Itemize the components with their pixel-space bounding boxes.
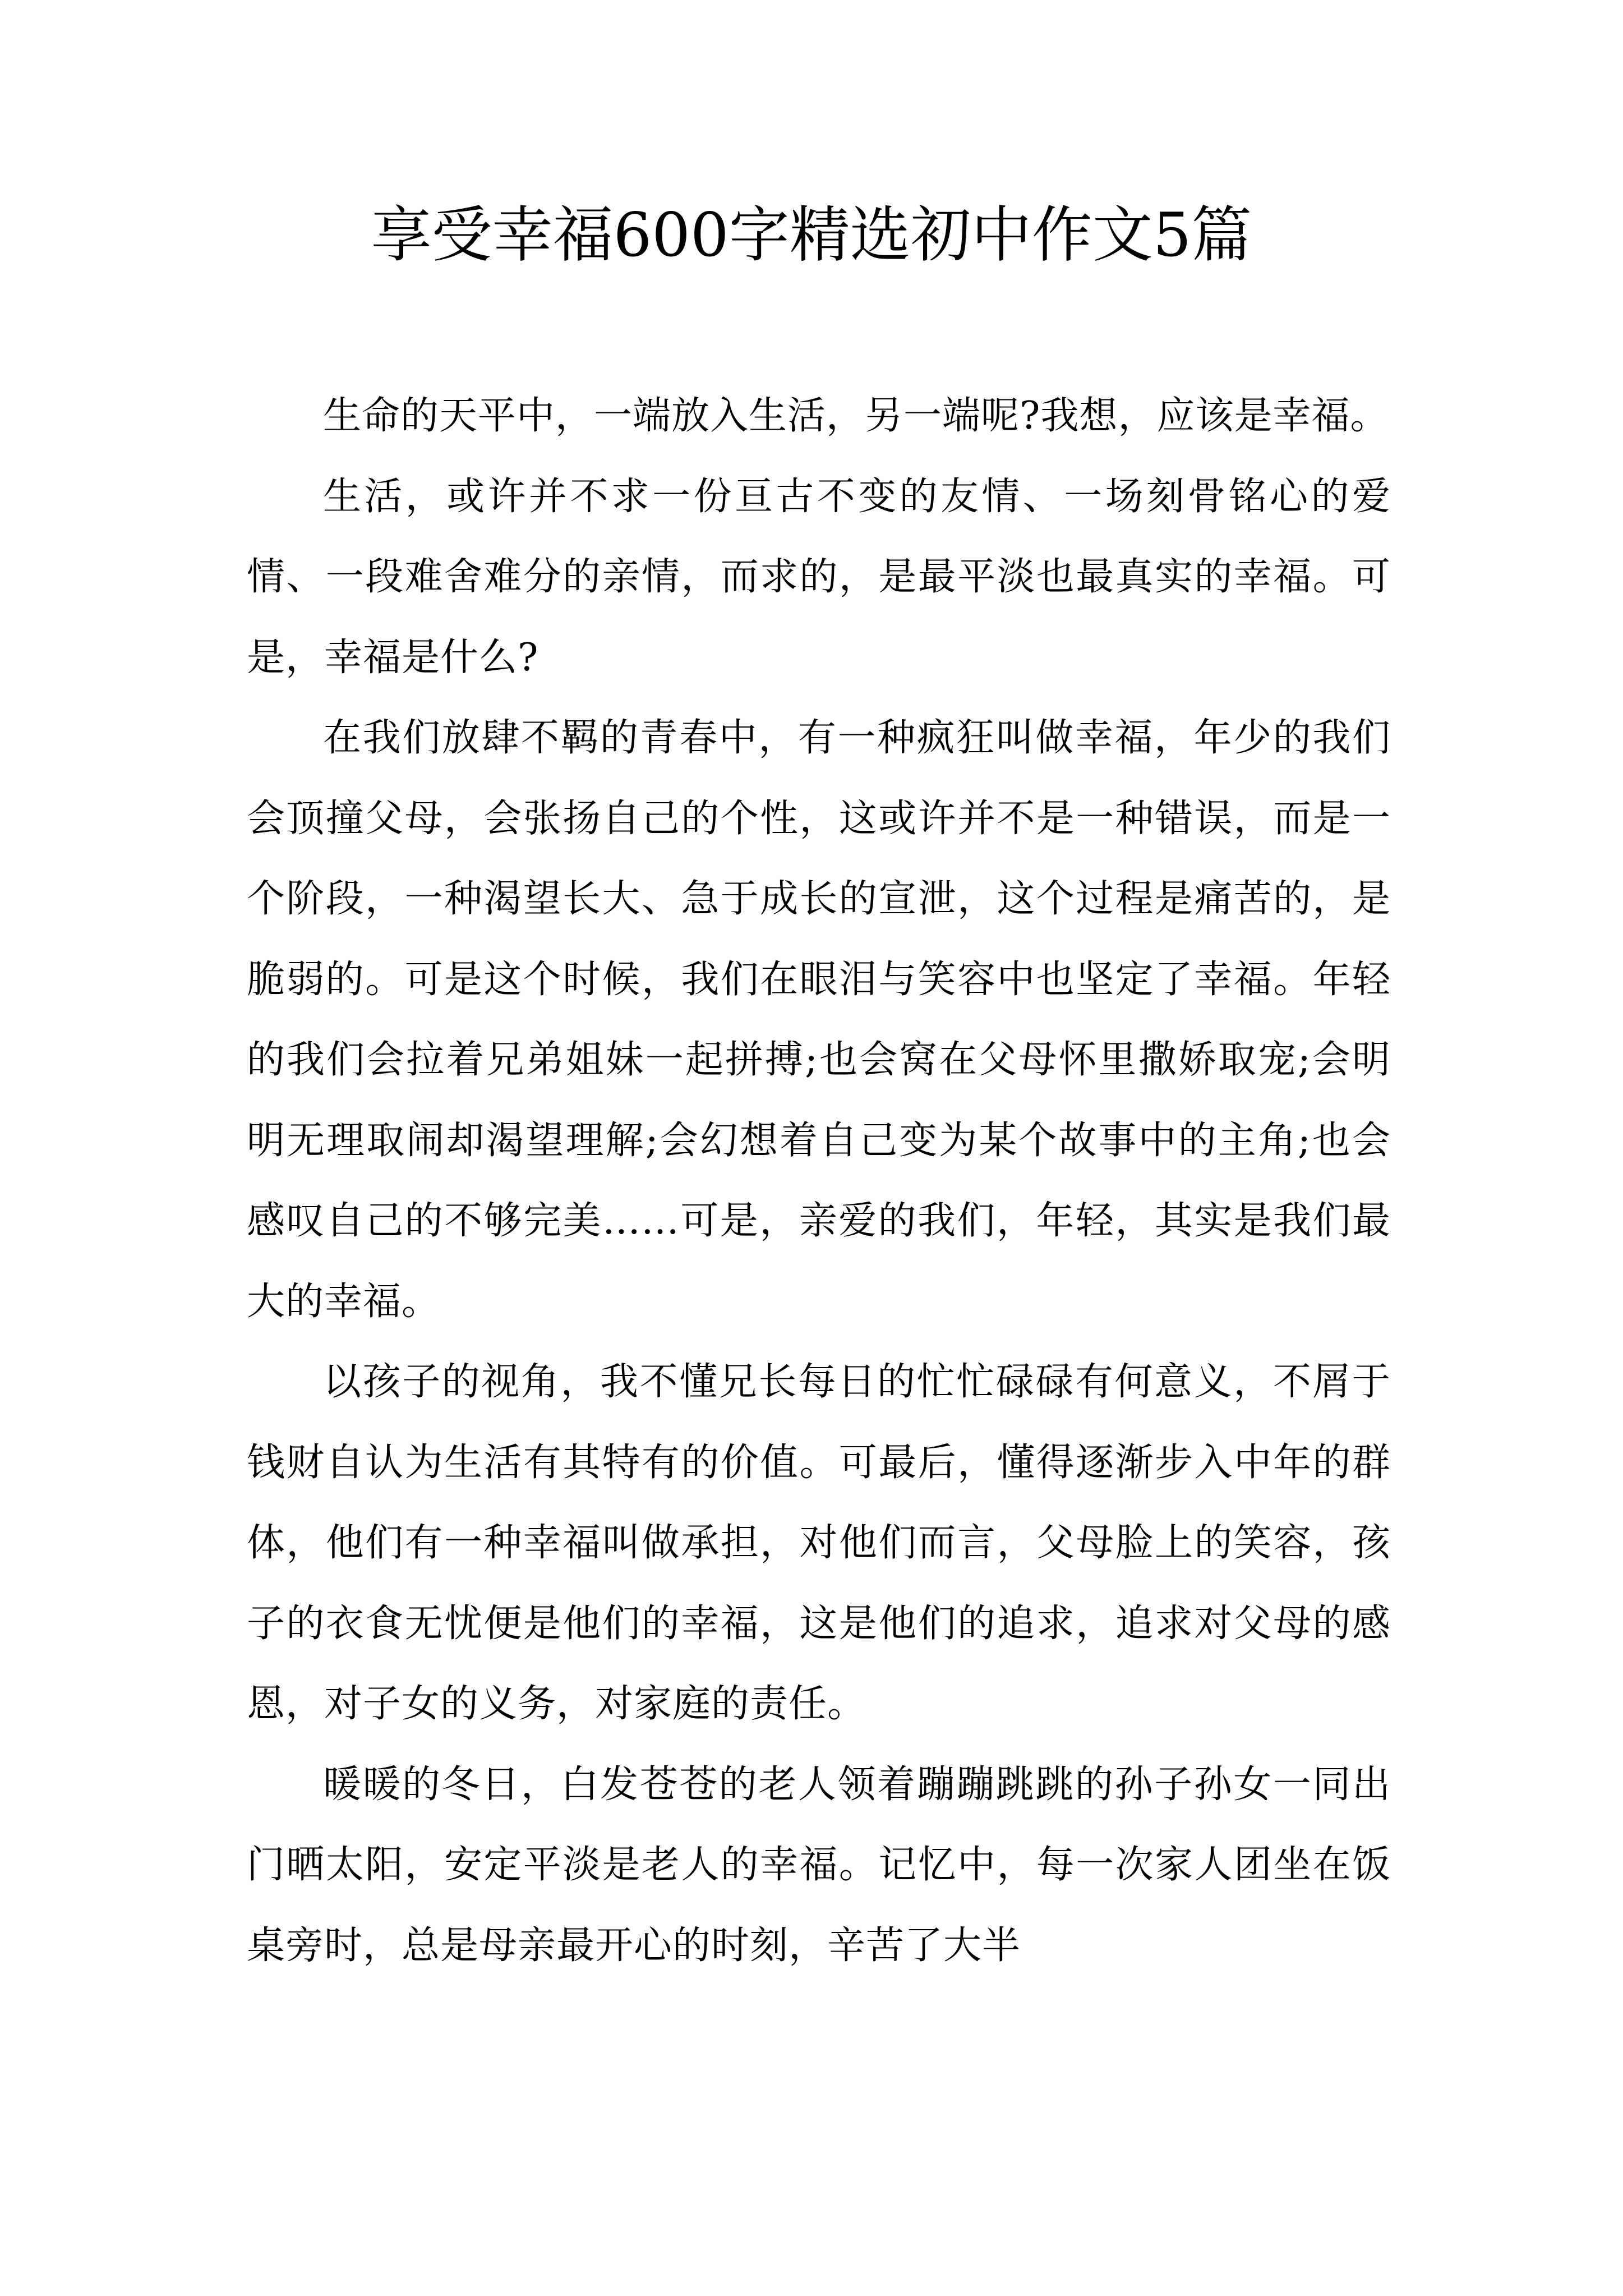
paragraph: 生活，或许并不求一份亘古不变的友情、一场刻骨铭心的爱情、一段难舍难分的亲情，而求的，是最平淡也最真实的幸福。可是，幸福是什么? bbox=[247, 474, 1391, 680]
paragraph: 生命的天平中，一端放入生活，另一端呢?我想，应该是幸福。 bbox=[323, 394, 1389, 438]
paragraph: 在我们放肆不羁的青春中，有一种疯狂叫做幸福，年少的我们会顶撞父母，会张扬自己的个性，这或许并不是一种错误，而是一个阶段，一种渴望长大、急于成长的宣泄，这个过程是痛苦的，是脆弱的。可是这个时候，我们在眼泪与笑容中也坚定了幸福。年轻的我们会拉着兄弟姐妹一起拼搏;也会窝在父母怀里撒娇取宠;会明明无理取闹却渴望理解;会幻想着自己变为某个故事中的主角;也会感叹自己的不够完美……可是，亲爱的我们，年轻，其实是我们最大的幸福。 bbox=[247, 716, 1391, 1324]
document-body bbox=[247, 376, 1391, 1986]
paragraph: 暖暖的冬日，白发苍苍的老人领着蹦蹦跳跳的孙子孙女一同出门晒太阳，安定平淡是老人的幸福。记忆中，每一次家人团坐在饭桌旁时，总是母亲最开心的时刻，辛苦了大半 bbox=[247, 1762, 1391, 1968]
document-title: 享受幸福600字精选初中作文5篇 bbox=[371, 200, 1252, 270]
paragraph: 以孩子的视角，我不懂兄长每日的忙忙碌碌有何意义，不屑于钱财自认为生活有其特有的价值。可最后，懂得逐渐步入中年的群体，他们有一种幸福叫做承担，对他们而言，父母脸上的笑容，孩子的衣食无忧便是他们的幸福，这是他们的追求，追求对父母的感恩，对子女的义务，对家庭的责任。 bbox=[247, 1360, 1391, 1726]
